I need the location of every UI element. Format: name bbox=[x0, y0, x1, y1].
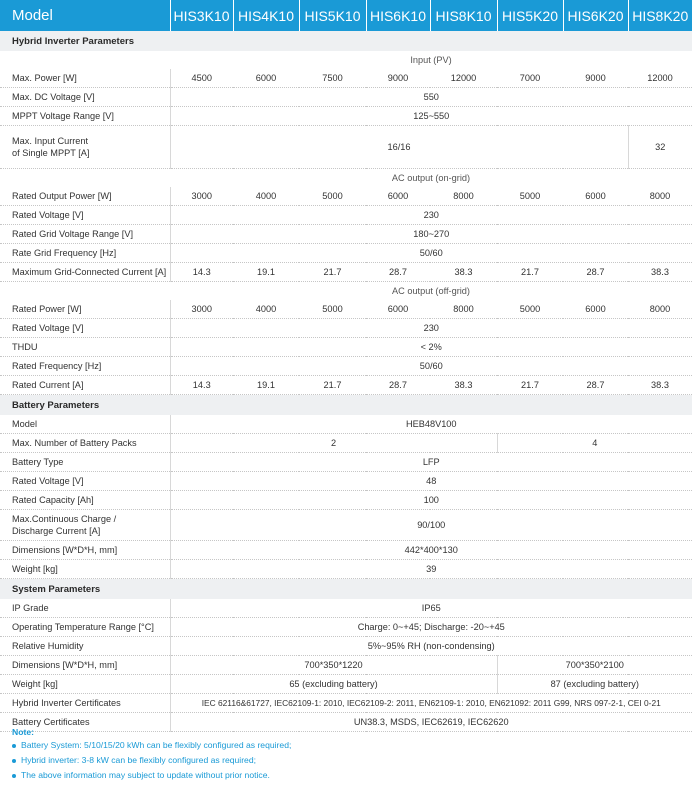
section-title: Hybrid Inverter Parameters bbox=[0, 31, 170, 51]
row-system-weight bbox=[0, 675, 692, 694]
bullet-icon bbox=[12, 744, 16, 748]
subheading-row bbox=[0, 51, 692, 69]
row-label: Rated Output Power [W] bbox=[0, 187, 170, 206]
row-rate-grid-frequency bbox=[0, 244, 692, 263]
cell-value: 38.3 bbox=[430, 263, 497, 282]
row-label: Relative Humidity bbox=[0, 637, 170, 656]
cell-value: 39 bbox=[170, 560, 692, 579]
model-name: HIS8K20 bbox=[628, 0, 692, 31]
cell-value: 28.7 bbox=[366, 263, 430, 282]
cell-value: UN38.3, MSDS, IEC62619, IEC62620 bbox=[170, 713, 692, 732]
cell-value: 5000 bbox=[299, 300, 366, 319]
subheading-ac-on-grid: AC output (on-grid) bbox=[391, 173, 471, 183]
cell-value: 90/100 bbox=[170, 510, 692, 541]
row-battery-type bbox=[0, 453, 692, 472]
row-label: Rated Frequency [Hz] bbox=[0, 357, 170, 376]
cell-value: 4000 bbox=[233, 300, 299, 319]
cell-value: 5000 bbox=[299, 187, 366, 206]
row-label: Max. Power [W] bbox=[0, 69, 170, 88]
cell-value: Charge: 0~+45; Discharge: -20~+45 bbox=[170, 618, 692, 637]
cell-value: 442*400*130 bbox=[170, 541, 692, 560]
notes-title: Note: bbox=[12, 727, 34, 737]
model-name: HIS3K10 bbox=[170, 0, 233, 31]
row-max-grid-current bbox=[0, 263, 692, 282]
cell-value: 5000 bbox=[497, 300, 563, 319]
cell-value: 28.7 bbox=[563, 376, 628, 395]
note-text: The above information may subject to update without prior notice. bbox=[21, 770, 270, 780]
row-thdu bbox=[0, 338, 692, 357]
row-max-battery-packs bbox=[0, 434, 692, 453]
row-rated-grid-voltage-range bbox=[0, 225, 692, 244]
cell-value: 6000 bbox=[233, 69, 299, 88]
subheading-row bbox=[0, 282, 692, 301]
row-rated-current bbox=[0, 376, 692, 395]
section-title: Battery Parameters bbox=[0, 395, 170, 416]
bullet-icon bbox=[12, 774, 16, 778]
cell-value: 32 bbox=[628, 126, 692, 169]
cell-value: 7500 bbox=[299, 69, 366, 88]
note-item bbox=[12, 740, 291, 750]
row-battery-model bbox=[0, 415, 692, 434]
cell-value: 700*350*1220 bbox=[170, 656, 497, 675]
subheading-ac-off-grid: AC output (off-grid) bbox=[392, 286, 470, 296]
cell-value: 700*350*2100 bbox=[497, 656, 692, 675]
cell-value: 8000 bbox=[628, 187, 692, 206]
row-label: Weight [kg] bbox=[0, 675, 170, 694]
row-relative-humidity bbox=[0, 637, 692, 656]
row-inverter-certificates bbox=[0, 694, 692, 713]
row-label: Rate Grid Frequency [Hz] bbox=[0, 244, 170, 263]
row-label: IP Grade bbox=[0, 599, 170, 618]
model-name: HIS8K10 bbox=[430, 0, 497, 31]
cell-value: 28.7 bbox=[563, 263, 628, 282]
cell-value: 87 (excluding battery) bbox=[497, 675, 692, 694]
row-label: Max. Input Current of Single MPPT [A] bbox=[0, 126, 170, 169]
section-system bbox=[0, 579, 692, 600]
cell-value: 230 bbox=[170, 206, 692, 225]
cell-value: 21.7 bbox=[497, 263, 563, 282]
row-label: Rated Voltage [V] bbox=[0, 472, 170, 491]
cell-value: 9000 bbox=[563, 69, 628, 88]
cell-value: 38.3 bbox=[628, 263, 692, 282]
cell-value: 21.7 bbox=[299, 376, 366, 395]
subheading-row bbox=[0, 169, 692, 188]
cell-value: HEB48V100 bbox=[170, 415, 692, 434]
cell-value: 12000 bbox=[628, 69, 692, 88]
cell-value: 65 (excluding battery) bbox=[170, 675, 497, 694]
row-rated-voltage-off-grid bbox=[0, 319, 692, 338]
cell-value: 14.3 bbox=[170, 376, 233, 395]
row-system-dimensions bbox=[0, 656, 692, 675]
cell-value: 6000 bbox=[563, 187, 628, 206]
row-label: Max.Continuous Charge / Discharge Current [A] bbox=[0, 510, 170, 541]
row-battery-rated-voltage bbox=[0, 472, 692, 491]
cell-value: 6000 bbox=[366, 300, 430, 319]
cell-value: 125~550 bbox=[170, 107, 692, 126]
cell-value: 38.3 bbox=[430, 376, 497, 395]
model-name: HIS6K10 bbox=[366, 0, 430, 31]
cell-value: 38.3 bbox=[628, 376, 692, 395]
note-item bbox=[12, 770, 291, 780]
cell-value: 50/60 bbox=[170, 357, 692, 376]
note-text: Battery System: 5/10/15/20 kWh can be flexibly configured as required; bbox=[21, 740, 292, 750]
row-label: MPPT Voltage Range [V] bbox=[0, 107, 170, 126]
section-hybrid-inverter bbox=[0, 31, 692, 51]
cell-value: 28.7 bbox=[366, 376, 430, 395]
row-operating-temperature bbox=[0, 618, 692, 637]
subheading-input-pv: Input (PV) bbox=[410, 55, 452, 65]
section-battery bbox=[0, 395, 692, 416]
cell-value: 50/60 bbox=[170, 244, 692, 263]
row-rated-frequency bbox=[0, 357, 692, 376]
row-label: Maximum Grid-Connected Current [A] bbox=[0, 263, 170, 282]
cell-value: 6000 bbox=[366, 187, 430, 206]
row-label: Battery Certificates bbox=[0, 713, 170, 732]
cell-value: 230 bbox=[170, 319, 692, 338]
row-label: Rated Voltage [V] bbox=[0, 319, 170, 338]
cell-value: 6000 bbox=[563, 300, 628, 319]
row-label: Operating Temperature Range [°C] bbox=[0, 618, 170, 637]
cell-value: 3000 bbox=[170, 300, 233, 319]
row-mppt-range bbox=[0, 107, 692, 126]
cell-value: 2 bbox=[170, 434, 497, 453]
cell-value: 21.7 bbox=[299, 263, 366, 282]
row-label: Rated Power [W] bbox=[0, 300, 170, 319]
cell-value: 12000 bbox=[430, 69, 497, 88]
row-label: Model bbox=[0, 415, 170, 434]
model-name: HIS6K20 bbox=[563, 0, 628, 31]
cell-value: 7000 bbox=[497, 69, 563, 88]
cell-value: 550 bbox=[170, 88, 692, 107]
note-item bbox=[12, 755, 291, 765]
model-label: Model bbox=[0, 0, 170, 31]
row-label: Max. Number of Battery Packs bbox=[0, 434, 170, 453]
model-name: HIS5K20 bbox=[497, 0, 563, 31]
row-ip-grade bbox=[0, 599, 692, 618]
row-label: Rated Voltage [V] bbox=[0, 206, 170, 225]
row-label: THDU bbox=[0, 338, 170, 357]
cell-value: 8000 bbox=[628, 300, 692, 319]
cell-value: 9000 bbox=[366, 69, 430, 88]
section-title: System Parameters bbox=[0, 579, 170, 600]
cell-value: 8000 bbox=[430, 300, 497, 319]
cell-value: 4500 bbox=[170, 69, 233, 88]
row-label: Dimensions [W*D*H, mm] bbox=[0, 541, 170, 560]
row-rated-output-power bbox=[0, 187, 692, 206]
bullet-icon bbox=[12, 759, 16, 763]
row-label: Rated Capacity [Ah] bbox=[0, 491, 170, 510]
row-battery-weight bbox=[0, 560, 692, 579]
cell-value: < 2% bbox=[170, 338, 692, 357]
row-battery-rated-capacity bbox=[0, 491, 692, 510]
model-name: HIS5K10 bbox=[299, 0, 366, 31]
cell-value: 21.7 bbox=[497, 376, 563, 395]
row-label: Rated Grid Voltage Range [V] bbox=[0, 225, 170, 244]
row-max-dc-voltage bbox=[0, 88, 692, 107]
cell-value: 8000 bbox=[430, 187, 497, 206]
model-header-row bbox=[0, 0, 692, 31]
row-label: Max. DC Voltage [V] bbox=[0, 88, 170, 107]
cell-value: 5%~95% RH (non-condensing) bbox=[170, 637, 692, 656]
cell-value: 4000 bbox=[233, 187, 299, 206]
row-rated-voltage-on-grid bbox=[0, 206, 692, 225]
row-battery-dimensions bbox=[0, 541, 692, 560]
cell-value: 48 bbox=[170, 472, 692, 491]
row-label: Hybrid Inverter Certificates bbox=[0, 694, 170, 713]
cell-value: 16/16 bbox=[170, 126, 628, 169]
cell-value: LFP bbox=[170, 453, 692, 472]
row-label: Rated Current [A] bbox=[0, 376, 170, 395]
notes bbox=[12, 727, 291, 785]
cell-value: 3000 bbox=[170, 187, 233, 206]
cell-value: IEC 62116&61727, IEC62109-1: 2010, IEC62109-2: 2011, EN62109-1: 2010, EN621092: 2011 G99, NRS 097-2-1, CEI 0-21 bbox=[170, 694, 692, 713]
cell-value: 4 bbox=[497, 434, 692, 453]
row-label: Dimensions [W*D*H, mm] bbox=[0, 656, 170, 675]
row-label: Weight [kg] bbox=[0, 560, 170, 579]
row-label: Battery Type bbox=[0, 453, 170, 472]
row-max-input-current bbox=[0, 126, 692, 169]
cell-value: 100 bbox=[170, 491, 692, 510]
cell-value: 19.1 bbox=[233, 376, 299, 395]
row-max-power bbox=[0, 69, 692, 88]
cell-value: 180~270 bbox=[170, 225, 692, 244]
row-rated-power bbox=[0, 300, 692, 319]
note-text: Hybrid inverter: 3-8 kW can be flexibly configured as required; bbox=[21, 755, 257, 765]
cell-value: 14.3 bbox=[170, 263, 233, 282]
row-battery-max-current bbox=[0, 510, 692, 541]
model-name: HIS4K10 bbox=[233, 0, 299, 31]
cell-value: 5000 bbox=[497, 187, 563, 206]
cell-value: IP65 bbox=[170, 599, 692, 618]
cell-value: 19.1 bbox=[233, 263, 299, 282]
